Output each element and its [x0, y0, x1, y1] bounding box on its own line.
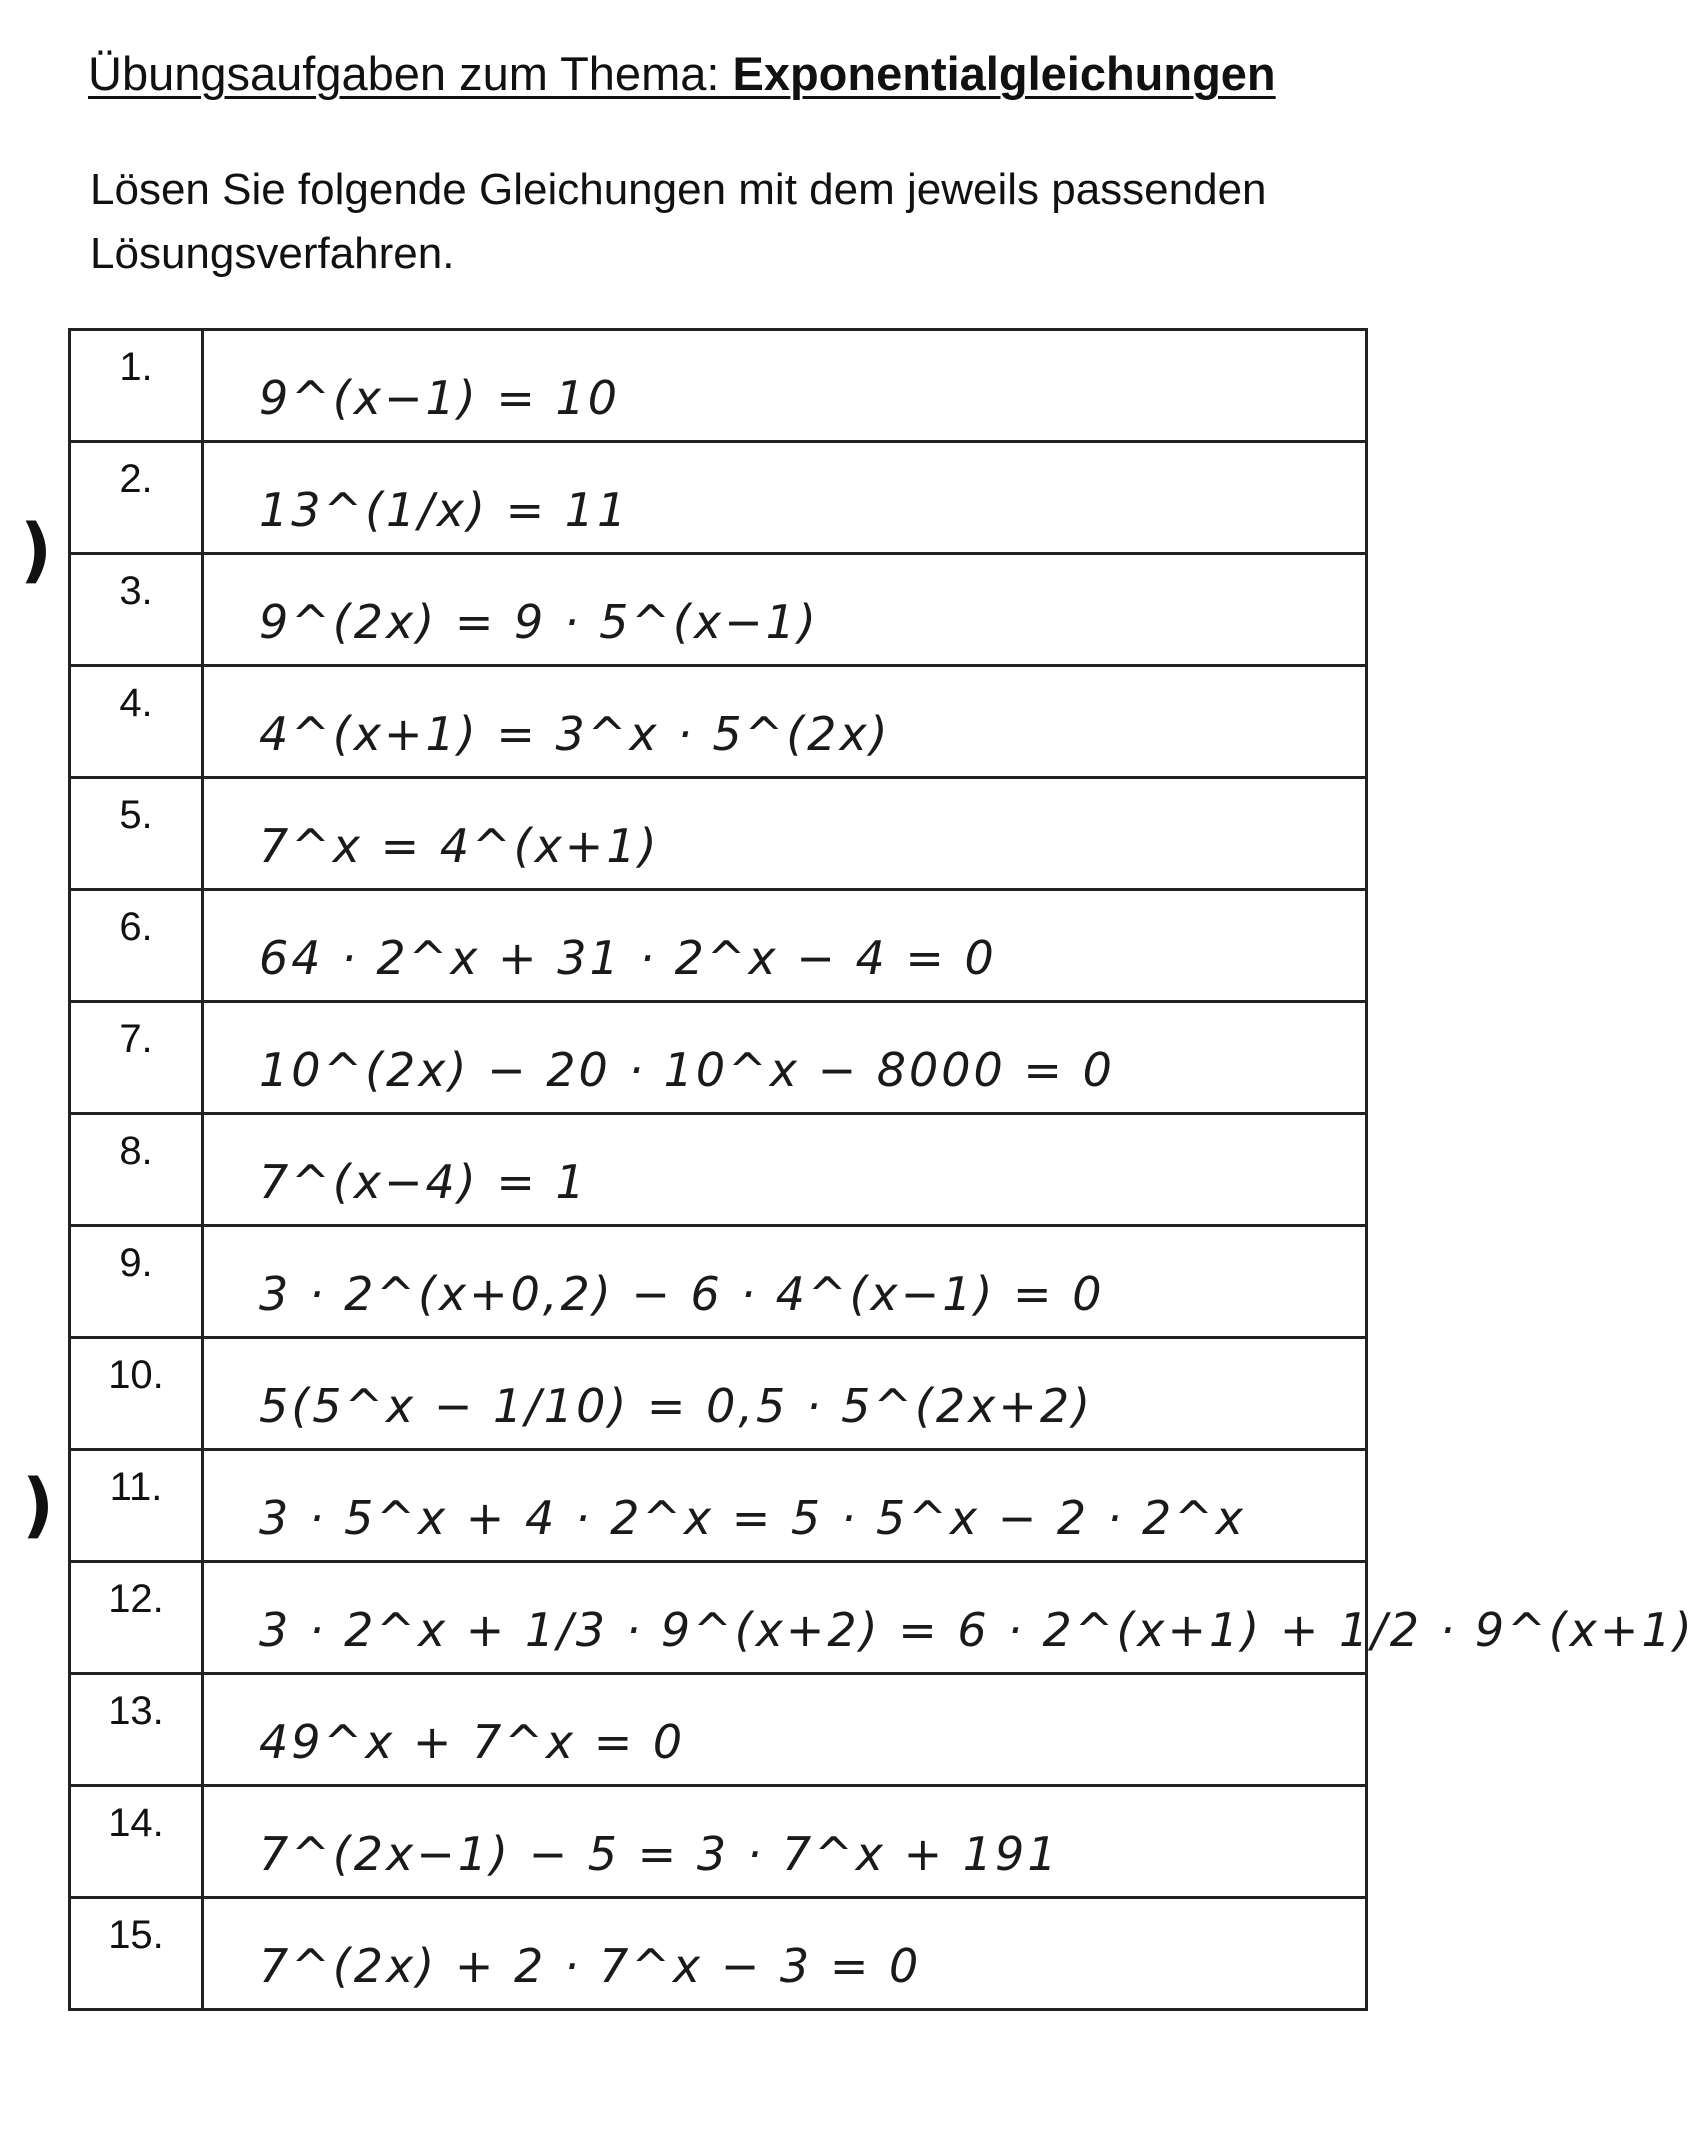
exercise-equation: 7^(2x) + 2 · 7^x − 3 = 0: [259, 1939, 922, 1993]
exercise-equation: 13^(1/x) = 11: [259, 483, 630, 537]
table-row: [70, 1114, 1367, 1226]
exercise-number-cell: [70, 778, 203, 890]
exercise-number-cell: [70, 1898, 203, 2010]
exercise-equation-cell: [203, 1226, 1367, 1338]
exercise-equation-cell: [203, 1562, 1695, 1674]
exercise-number: 5.: [119, 793, 153, 837]
table-row: [70, 330, 1367, 442]
table-row: [70, 1562, 1367, 1674]
exercise-number: 12.: [108, 1577, 164, 1621]
exercise-equation-cell: [203, 1338, 1367, 1450]
binder-hole-mark: ): [22, 1464, 54, 1546]
table-row: [70, 1226, 1367, 1338]
table-row: [70, 778, 1367, 890]
exercise-number: 7.: [119, 1017, 153, 1061]
table-row: [70, 666, 1367, 778]
exercise-equation: 7^x = 4^(x+1): [259, 819, 660, 873]
exercise-equation: 7^(2x−1) − 5 = 3 · 7^x + 191: [259, 1827, 1060, 1881]
exercise-equation-cell: [203, 1114, 1367, 1226]
title-topic: Exponentialgleichungen: [732, 47, 1276, 100]
table-row: [70, 1786, 1367, 1898]
exercise-equation: 3 · 5^x + 4 · 2^x = 5 · 5^x − 2 · 2^x: [259, 1491, 1247, 1545]
exercise-number-cell: [70, 1338, 203, 1450]
exercise-number: 3.: [119, 569, 153, 613]
exercise-number-cell: [70, 1450, 203, 1562]
exercise-number: 13.: [108, 1689, 164, 1733]
table-row: [70, 1674, 1367, 1786]
title-prefix: Übungsaufgaben zum Thema:: [88, 47, 733, 100]
exercise-number: 11.: [109, 1465, 163, 1509]
exercise-equation-cell: [203, 1674, 1367, 1786]
exercise-equation-cell: [203, 666, 1367, 778]
exercise-equation: 3 · 2^x + 1/3 · 9^(x+2) = 6 · 2^(x+1) + 1/2 · 9^(x+1): [259, 1603, 1695, 1657]
table-row: [70, 1450, 1367, 1562]
exercise-number-cell: [70, 442, 203, 554]
exercise-equation: 7^(x−4) = 1: [259, 1155, 588, 1209]
table-row: [70, 1898, 1367, 2010]
exercise-number: 4.: [119, 681, 153, 725]
table-row: [70, 1002, 1367, 1114]
task-instructions: Lösen Sie folgende Gleichungen mit dem jeweils passenden Lösungsverfahren.: [90, 165, 1267, 278]
page-title: [88, 46, 1276, 101]
exercise-number: 9.: [119, 1241, 153, 1285]
exercise-number-cell: [70, 1002, 203, 1114]
exercise-equation-cell: [203, 1898, 1367, 2010]
exercise-equation: 5(5^x − 1/10) = 0,5 · 5^(2x+2): [259, 1379, 1094, 1433]
exercise-equation-cell: [203, 890, 1367, 1002]
exercise-number: 14.: [108, 1801, 164, 1845]
exercise-number-cell: [70, 1226, 203, 1338]
exercise-equation-cell: [203, 330, 1367, 442]
exercise-number-cell: [70, 666, 203, 778]
table-row: [70, 890, 1367, 1002]
exercise-equation-cell: [203, 442, 1367, 554]
exercise-equation: 3 · 2^(x+0,2) − 6 · 4^(x−1) = 0: [259, 1267, 1105, 1321]
table-row: [70, 554, 1367, 666]
exercise-number: 8.: [119, 1129, 153, 1173]
exercise-number-cell: [70, 554, 203, 666]
exercise-number: 10.: [108, 1353, 164, 1397]
exercise-equation-cell: [203, 1450, 1367, 1562]
exercise-number: 6.: [119, 905, 153, 949]
exercise-number-cell: [70, 330, 203, 442]
exercise-number-cell: [70, 1114, 203, 1226]
exercise-equation-cell: [203, 778, 1367, 890]
exercise-equation: 64 · 2^x + 31 · 2^x − 4 = 0: [259, 931, 997, 985]
exercise-number-cell: [70, 1786, 203, 1898]
exercise-equation-cell: [203, 1002, 1367, 1114]
exercise-number-cell: [70, 1674, 203, 1786]
exercise-number: 15.: [108, 1913, 164, 1957]
exercise-equation-cell: [203, 554, 1367, 666]
exercise-equation: 49^x + 7^x = 0: [259, 1715, 686, 1769]
exercise-equation-cell: [203, 1786, 1367, 1898]
exercise-equation: 9^(2x) = 9 · 5^(x−1): [259, 595, 819, 649]
table-row: [70, 1338, 1367, 1450]
exercise-number: 1.: [119, 345, 153, 389]
exercise-number-cell: [70, 890, 203, 1002]
table-row: [70, 442, 1367, 554]
exercise-equation: 10^(2x) − 20 · 10^x − 8000 = 0: [259, 1043, 1115, 1097]
exercise-number-cell: [70, 1562, 203, 1674]
exercise-table: [68, 328, 1695, 2011]
binder-hole-mark: ): [20, 509, 52, 591]
exercise-number: 2.: [119, 457, 153, 501]
exercise-equation: 9^(x−1) = 10: [259, 371, 621, 425]
exercise-equation: 4^(x+1) = 3^x · 5^(2x): [259, 707, 891, 761]
